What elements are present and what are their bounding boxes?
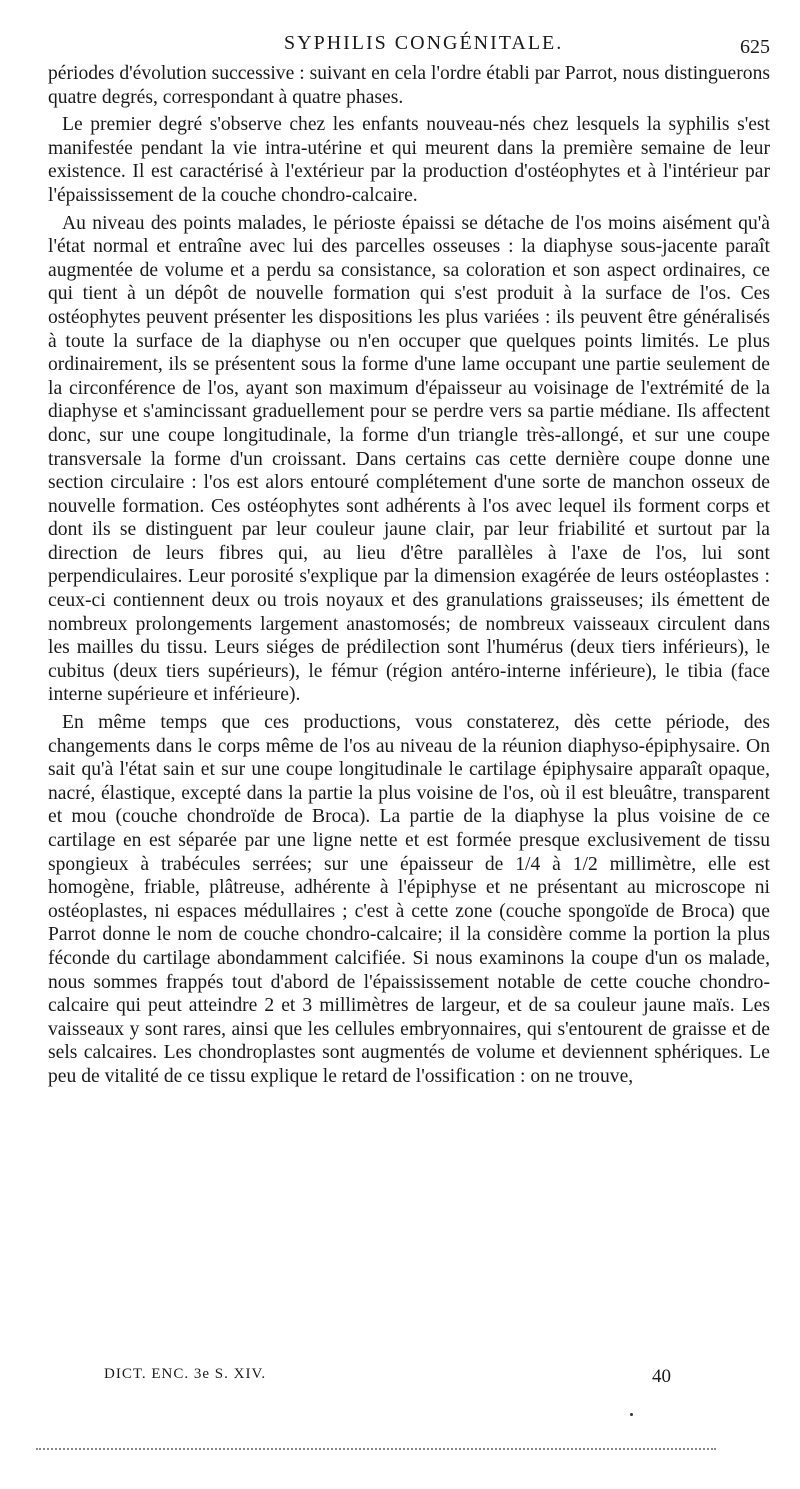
scan-speck	[630, 1413, 633, 1416]
paragraph-3: Au niveau des points malades, le périoste épaissi se détache de l'os moins aisément qu'à l'état normal et entraîne avec lui des parcelles osseuses : la diaphyse sous-jacente paraît augmentée de volume et a perdu sa consistance, sa coloration et son aspect ordinaires, ce qui tient à un dépôt de nouvelle formation qui s'est produit à la surface de l'os. Ces ostéophytes peuvent présenter les dispositions les plus variées : ils peuvent être généralisés à toute la surface de la diaphyse ou n'en occuper que quelques points limités. Le plus ordinairement, ils se présentent sous la forme d'une lame occupant une partie seulement de la circonférence de l'os, ayant son maximum d'épaisseur au voisinage de l'extrémité de la diaphyse et s'amincissant graduellement pour se perdre vers sa partie médiane. Ils affectent donc, sur une coupe longitudinale, la forme d'un triangle très-allongé, et sur une coupe transversale la forme d'un croissant. Dans certains cas cette dernière coupe donne une section circulaire : l'os est alors entouré complétement d'une sorte de manchon osseux de nouvelle formation. Ces ostéophytes sont adhérents à l'os avec lequel ils forment corps et dont ils se distinguent par leur couleur jaune clair, par leur friabilité et surtout par la direction de leurs fibres qui, au lieu d'être parallèles à l'axe de l'os, lui sont perpendiculaires. Leur porosité s'explique par la dimension exagérée de leurs ostéoplastes : ceux-ci contiennent deux ou trois noyaux et des granulations graisseuses; ils émettent de nombreux prolongements largement anastomosés; de nombreux vaisseaux circulent dans les mailles du tissu. Leurs siéges de prédilection sont l'humérus (deux tiers inférieurs), le cubitus (deux tiers supérieurs), le fémur (région antéro-interne inférieure), le tibia (face interne supérieure et inférieure).	[48, 212, 770, 706]
running-title: SYPHILIS CONGÉNITALE.	[284, 32, 564, 54]
paragraph-1: périodes d'évolution successive : suivant en cela l'ordre établi par Parrot, nous distinguerons quatre degrés, correspondant à quatre phases.	[48, 63, 770, 108]
page-header	[48, 30, 770, 58]
scan-edge-line	[36, 1448, 716, 1450]
body-text	[48, 62, 770, 1093]
paragraph-2: Le premier degré s'observe chez les enfants nouveau-nés chez lesquels la syphilis s'est manifestée pendant la vie intra-utérine et qui meurent dans la première semaine de leur existence. Il est caractérisé à l'extérieur par la production d'ostéophytes et à l'intérieur par l'épaississement de la couche chondro-calcaire.	[48, 114, 770, 206]
paragraph-4: En même temps que ces productions, vous constaterez, dès cette période, des changements dans le corps même de l'os au niveau de la réunion diaphyso-épiphysaire. On sait qu'à l'état sain et sur une coupe longitudinale le cartilage épiphysaire apparaît opaque, nacré, élastique, excepté dans la partie la plus voisine de l'os, où il est bleuâtre, transparent et mou (couche chondroïde de Broca). La partie de la diaphyse la plus voisine de ce cartilage en est séparée par une ligne nette et est formée presque exclusivement de tissu spongieux à trabécules serrées; sur une épaisseur de 1/4 à 1/2 millimètre, elle est homogène, friable, plâtreuse, adhérente à l'épiphyse et ne présentant au microscope ni ostéoplastes, ni espaces médullaires ; c'est à cette zone (couche spongoïde de Broca) que Parrot donne le nom de couche chondro-calcaire; il la considère comme la portion la plus féconde du cartilage abondamment calcifiée. Si nous examinons la coupe d'un os malade, nous sommes frappés tout d'abord de l'épaississement notable de cette couche chondro-calcaire qui peut atteindre 2 et 3 millimètres de largeur, et de sa couleur jaune maïs. Les vaisseaux y sont rares, ainsi que les cellules embryonnaires, qui s'entourent de graisse et de sels calcaires. Les chondroplastes sont augmentés de volume et deviennent sphériques. Le peu de vitalité de ce tissu explique le retard de l'ossification : on ne trouve,	[48, 712, 770, 1087]
page-footer	[48, 1364, 770, 1394]
signature-mark: 40	[652, 1366, 671, 1387]
page-number: 625	[740, 36, 770, 58]
imprint-line: DICT. ENC. 3e S. XIV.	[104, 1366, 267, 1382]
